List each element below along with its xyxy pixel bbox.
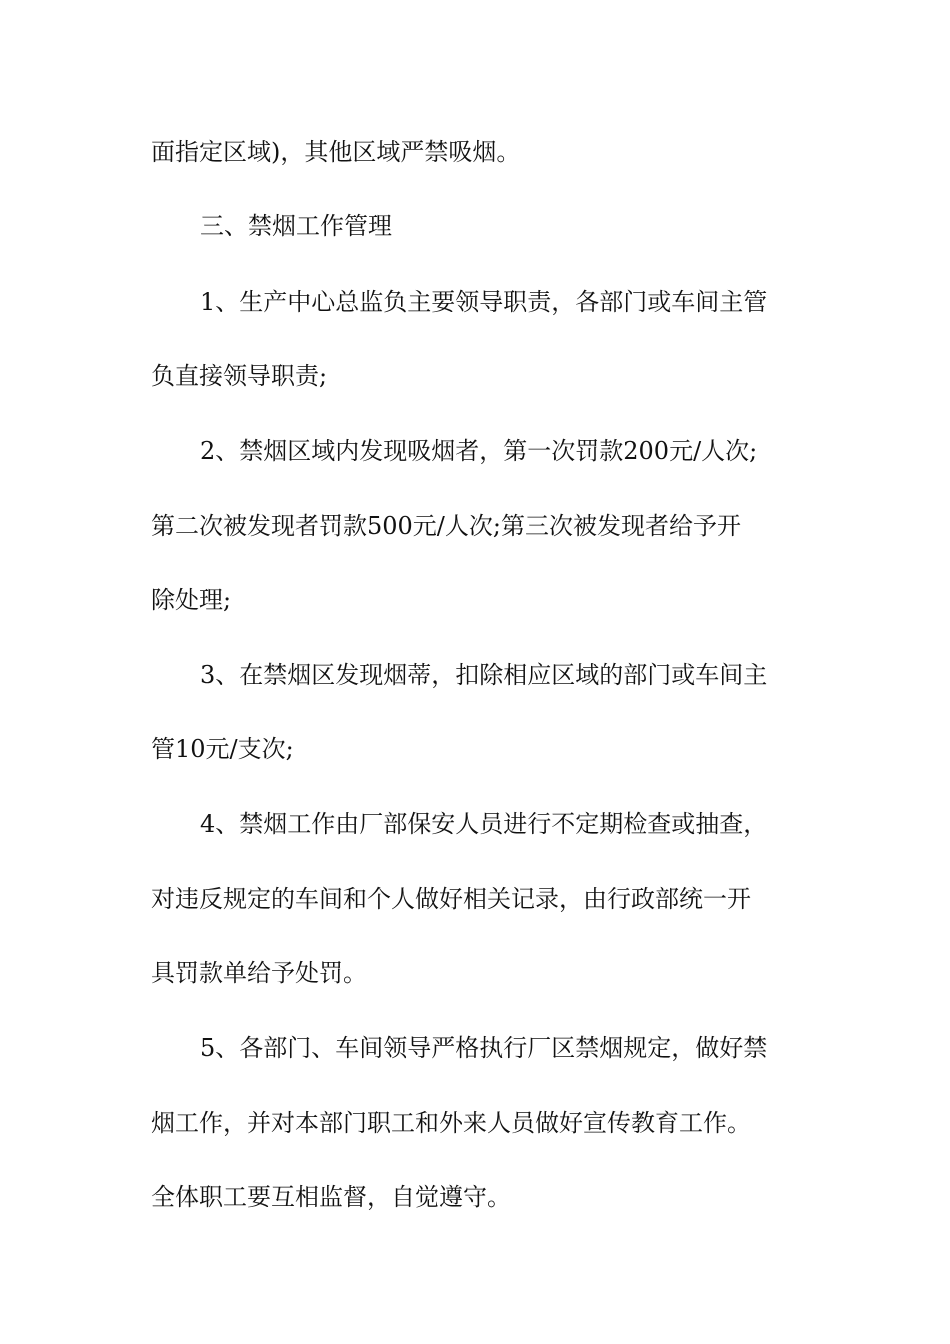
paragraph-line: 除处理; (151, 586, 232, 614)
paragraph-line: 5、各部门、车间领导严格执行厂区禁烟规定，做好禁 (200, 1034, 768, 1062)
paragraph-line: 第二次被发现者罚款500元/人次;第三次被发现者给予开 (151, 512, 741, 540)
paragraph-line: 1、生产中心总监负主要领导职责，各部门或车间主管 (200, 288, 768, 316)
paragraph-line: 面指定区域)，其他区域严禁吸烟。 (151, 138, 521, 166)
paragraph-line: 对违反规定的车间和个人做好相关记录，由行政部统一开 (151, 885, 751, 913)
paragraph-line: 负直接领导职责; (151, 362, 328, 390)
paragraph-line: 烟工作，并对本部门职工和外来人员做好宣传教育工作。 (151, 1109, 751, 1137)
paragraph-line: 全体职工要互相监督，自觉遵守。 (151, 1183, 511, 1211)
paragraph-line: 4、禁烟工作由厂部保安人员进行不定期检查或抽查， (200, 810, 768, 838)
paragraph-line: 管10元/支次; (151, 735, 294, 763)
paragraph-line: 具罚款单给予处罚。 (151, 959, 367, 987)
paragraph-line: 2、禁烟区域内发现吸烟者，第一次罚款200元/人次; (200, 437, 758, 465)
paragraph-line: 3、在禁烟区发现烟蒂，扣除相应区域的部门或车间主 (200, 661, 768, 689)
section-heading: 三、禁烟工作管理 (200, 212, 392, 240)
